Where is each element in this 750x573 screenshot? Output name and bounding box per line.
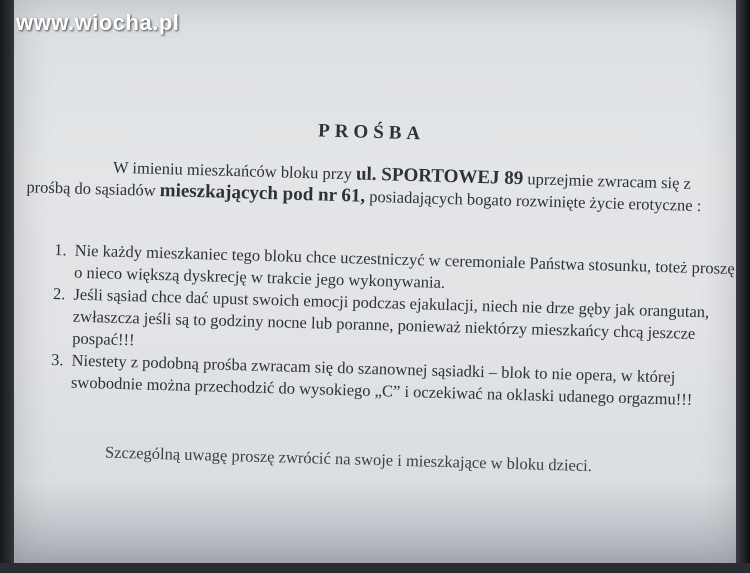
notice-title: PROŚBA: [317, 120, 426, 145]
paper-document: [14, 0, 738, 563]
request-item-2: 2. Jeśli sąsiad chce dać upust swoich emocji podczas ejakulacji, niech nie drze gęby jak orangutan, zwłaszcza jeśli są to godziny nocne lub poranne, ponieważ niektórzy mieszkańcy chcą jeszcze pospać!!!: [68, 284, 740, 369]
closing-note: Szczególną uwagę proszę zwrócić na swoje i mieszkające w bloku dzieci.: [104, 442, 593, 476]
monitor-bezel-right: [736, 0, 750, 563]
indent-spacer: [27, 170, 113, 172]
request-item-3: 3. Niestety z podobną prośba zwracam się do szanownej sąsiadki – blok to nie opera, w której swobodnie można przechodzić do wysokiego „C” i oczekiwać na oklaski udanego orgazmu!!!: [67, 349, 738, 412]
street-address: ul. SPORTOWEJ 89: [355, 163, 524, 190]
intro-part2: uprzejmie zwracam się z prośbą do sąsiadów: [26, 169, 692, 200]
photo-shadow: [14, 483, 738, 563]
residents-address: mieszkających pod nr 61,: [159, 179, 366, 207]
intro-part1: W imieniu mieszkańców bloku przy: [112, 157, 357, 184]
request-item-1: 1. Nie każdy mieszkaniec tego bloku chce uczestniczyć w ceremoniale Państwa stosunku, toteż proszę o nieco większą dyskrecję w trakcie jego wykonywania.: [70, 240, 741, 303]
notice-intro: [26, 154, 727, 218]
site-watermark: www.wiocha.pl: [16, 10, 180, 35]
requests-list: [41, 239, 741, 412]
intro-part3: posiadających bogato rozwinięte życie erotyczne :: [364, 186, 702, 216]
